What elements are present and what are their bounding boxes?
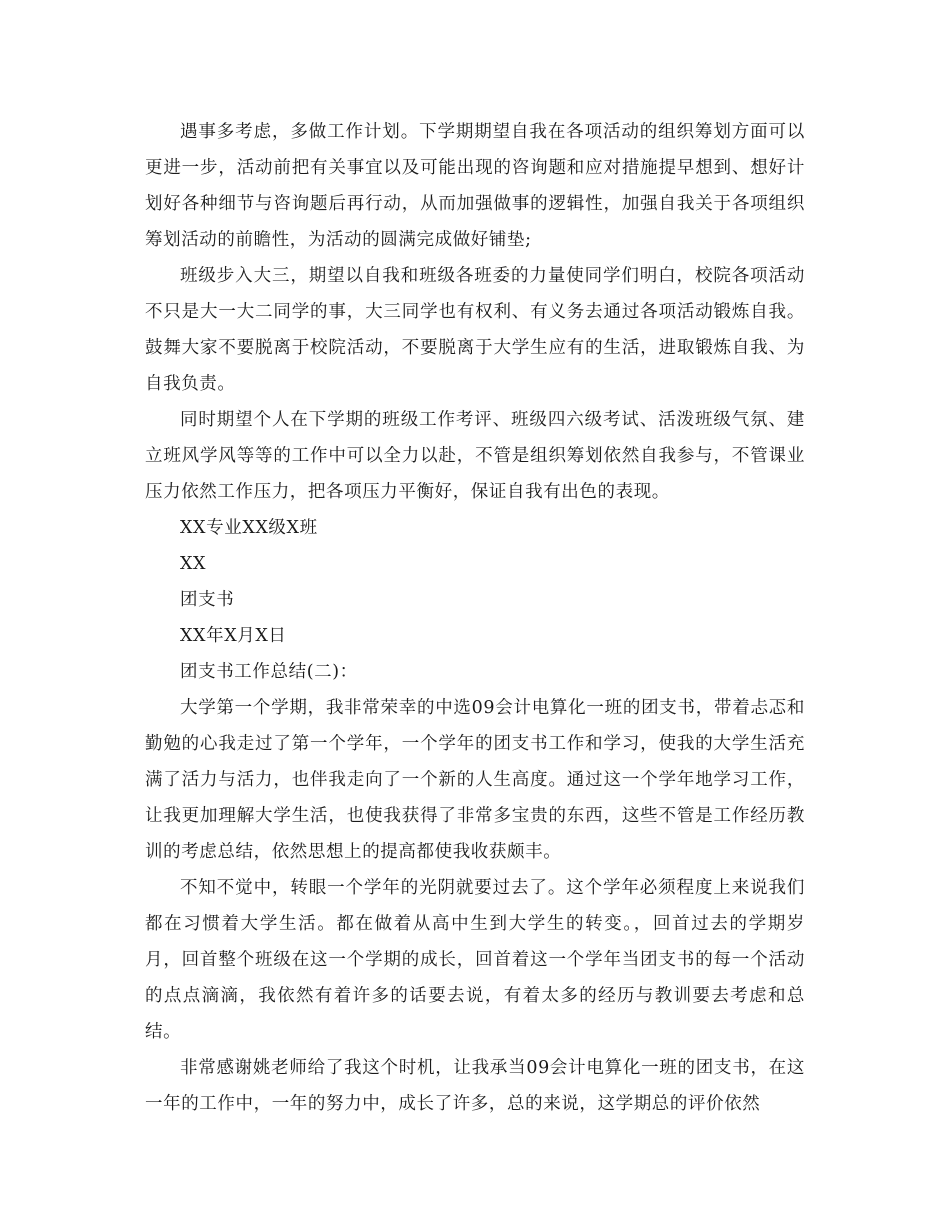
signature-role: 团支书 xyxy=(180,590,235,610)
signature-date: XX年X月X日 xyxy=(180,626,287,646)
section-title: 团支书工作总结(二)： xyxy=(180,662,358,682)
paragraph-planning: 遇事多考虑，多做工作计划。下学期期望自我在各项活动的组织筹划方面可以更进一步，活动前把有关事宜以及可能出现的咨询题和应对措施提早想到、想好计划好各种细节与咨询题后再行动，从而加强做事的逻辑性，加强自我关于各项组织筹划活动的前瞻性，为活动的圆满完成做好铺垫; xyxy=(145,122,805,250)
paragraph-expectations: 同时期望个人在下学期的班级工作考评、班级四六级考试、活泼班级气氛、建立班风学风等等的工作中可以全力以赴，不管是组织筹划依然自我参与，不管课业压力依然工作压力，把各项压力平衡好，保证自我有出色的表现。 xyxy=(145,410,805,502)
document-body xyxy=(145,114,805,1122)
signature-name: XX xyxy=(180,554,207,574)
paragraph-reflection: 不知不觉中，转眼一个学年的光阴就要过去了。这个学年必须程度上来说我们都在习惯着大学生活。都在做着从高中生到大学生的转变。，回首过去的学期岁月，回首整个班级在这一个学期的成长，回首着这一个学年当团支书的每一个活动的点点滴滴，我依然有着许多的话要去说，有着太多的经历与教训要去考虑和总结。 xyxy=(145,878,805,1042)
paragraph-junior-year: 班级步入大三，期望以自我和班级各班委的力量使同学们明白，校院各项活动不只是大一大二同学的事，大三同学也有权利、有义务去通过各项活动锻炼自我。鼓舞大家不要脱离于校院活动，不要脱离于大学生应有的生活，进取锻炼自我、为自我负责。 xyxy=(145,266,805,394)
signature-major-class: XX专业XX级X班 xyxy=(180,518,318,538)
paragraph-first-semester: 大学第一个学期，我非常荣幸的中选09会计电算化一班的团支书，带着忐忑和勤勉的心我走过了第一个学年，一个学年的团支书工作和学习，使我的大学生活充满了活力与活力，也伴我走向了一个新的人生高度。通过这一个学年地学习工作，让我更加理解大学生活，也使我获得了非常多宝贵的东西，这些不管是工作经历教训的考虑总结，依然思想上的提高都使我收获颇丰。 xyxy=(145,698,805,862)
paragraph-thanks: 非常感谢姚老师给了我这个时机，让我承当09会计电算化一班的团支书，在这一年的工作中，一年的努力中，成长了许多，总的来说，这学期总的评价依然 xyxy=(145,1058,805,1114)
